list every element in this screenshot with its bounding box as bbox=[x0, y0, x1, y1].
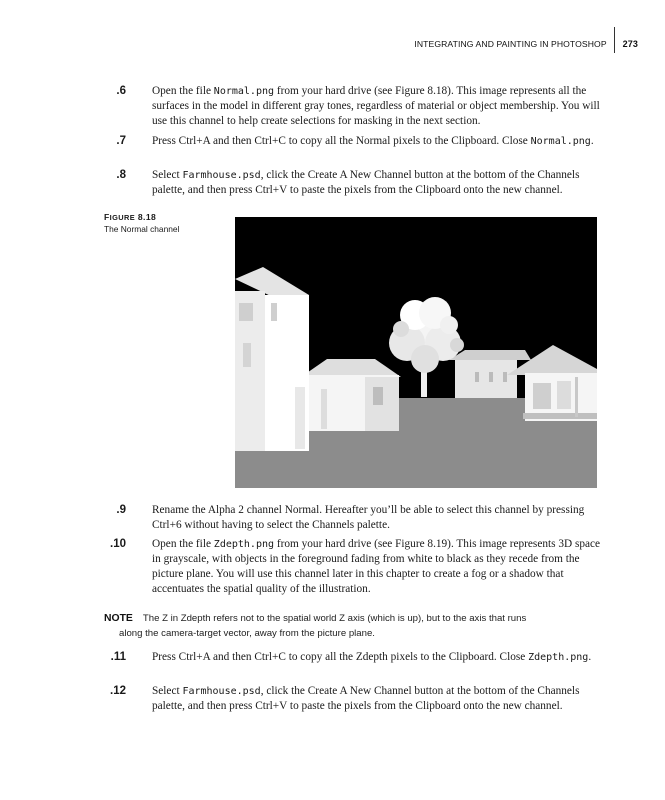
step-text-part: Open the file bbox=[152, 538, 214, 550]
step-text bbox=[152, 537, 608, 597]
step-text bbox=[152, 650, 608, 665]
step-text-part: from your hard drive (see Figure 8.19). This image represents 3D space in grayscale, with objects in the foreground fading from white to black as they recede from the picture plane. You will use this channel later in this chapter to create a fog or a shadow that accentuates the spatial quality of the illustration. bbox=[152, 538, 601, 595]
note-box bbox=[104, 611, 604, 641]
step-text bbox=[152, 684, 608, 714]
step-12: 12. Select Farmhouse.psd, click the Create A New Channel button at the bottom of the Channels palette, and then press Ctrl+V to paste the pixels from the Clipboard onto the new channel. bbox=[130, 684, 608, 714]
step-text-part: , click the Create A New Channel button at the bottom of the Channels palette, and then press Ctrl+V to paste the pixels from the Clipboard onto the new channel. bbox=[152, 685, 580, 712]
figure-label-smallcaps: IGURE bbox=[109, 213, 136, 222]
step-text-part: from your hard drive (see Figure 8.18). This image represents all the surfaces in the model in different gray tones, regardless of material or object membership. You will use this channel to help create selections for masking in the next section. bbox=[152, 85, 600, 127]
running-title: INTEGRATING AND PAINTING IN PHOTOSHOP bbox=[414, 39, 607, 49]
step-text-part: . bbox=[588, 651, 592, 663]
header-divider bbox=[614, 27, 615, 53]
step-text-part: Press Ctrl+A and then Ctrl+C to copy all the Normal pixels to the Clipboard. Close bbox=[152, 135, 531, 147]
step-text-part: Select bbox=[152, 169, 183, 181]
filename: Farmhouse.psd bbox=[182, 170, 261, 181]
filename: Farmhouse.psd bbox=[182, 686, 261, 697]
page-number: 273 bbox=[622, 39, 638, 49]
figure-label-initial: F bbox=[104, 212, 110, 222]
shed bbox=[301, 359, 401, 431]
step-text-part: , click the Create A New Channel button at the bottom of the Channels palette, and then press Ctrl+V to paste the pixels from the Clipboard onto the new channel. bbox=[152, 169, 580, 196]
figure-image-normal-channel bbox=[235, 217, 597, 488]
filename: Normal.png bbox=[213, 86, 275, 97]
step-text-part: Press Ctrl+A and then Ctrl+C to copy all the Zdepth pixels to the Clipboard. Close bbox=[152, 651, 529, 663]
step-11: 11. Press Ctrl+A and then Ctrl+C to copy all the Zdepth pixels to the Clipboard. Close Zdepth.png. bbox=[130, 650, 608, 665]
step-10: 10. Open the file Zdepth.png from your hard drive (see Figure 8.19). This image represents 3D space in grayscale, with objects in the foreground fading from white to black as they recede from the picture plane. You will use this channel later in this chapter to create a fog or a shadow that accentuates the spatial quality of the illustration. bbox=[130, 537, 608, 597]
note-text-line2: along the camera-target vector, away from the picture plane. bbox=[119, 628, 375, 639]
figure-number: 8.18 bbox=[137, 212, 157, 222]
step-text bbox=[152, 168, 608, 198]
step-8: 8. Select Farmhouse.psd, click the Create A New Channel button at the bottom of the Channels palette, and then press Ctrl+V to paste the pixels from the Clipboard onto the new channel. bbox=[130, 168, 608, 198]
step-text-part: . bbox=[590, 135, 594, 147]
step-6: 6. Open the file Normal.png from your hard drive (see Figure 8.18). This image represents all the surfaces in the model in different gray tones, regardless of material or object membership. You will use this channel to help create selections for masking in the next section. bbox=[130, 84, 608, 129]
step-7: 7. Press Ctrl+A and then Ctrl+C to copy all the Normal pixels to the Clipboard. Close Normal.png. bbox=[130, 134, 608, 149]
step-text-part: Open the file bbox=[152, 85, 214, 97]
note-text-line1: The Z in Zdepth refers not to the spatial world Z axis (which is up), but to the axis that runs bbox=[142, 613, 527, 624]
step-9: 9. Rename the Alpha 2 channel Normal. Hereafter you’ll be able to select this channel by pressing Ctrl+6 without having to select the Channels palette. bbox=[130, 503, 608, 533]
tower bbox=[235, 267, 309, 451]
step-text-part: Rename the Alpha 2 channel Normal. Hereafter you’ll be able to select this channel by pressing Ctrl+6 without having to select the Channels palette. bbox=[152, 504, 585, 531]
step-text bbox=[152, 134, 608, 149]
step-text bbox=[152, 84, 608, 129]
filename: Normal.png bbox=[530, 136, 591, 147]
filename: Zdepth.png bbox=[528, 652, 589, 663]
note-label: NOTE bbox=[104, 613, 133, 624]
figure-caption bbox=[104, 212, 224, 234]
step-text-part: Select bbox=[152, 685, 183, 697]
running-header bbox=[414, 35, 638, 53]
figure-description: The Normal channel bbox=[104, 224, 180, 234]
filename: Zdepth.png bbox=[213, 539, 275, 550]
figure-label bbox=[104, 212, 224, 222]
step-text bbox=[152, 503, 608, 533]
